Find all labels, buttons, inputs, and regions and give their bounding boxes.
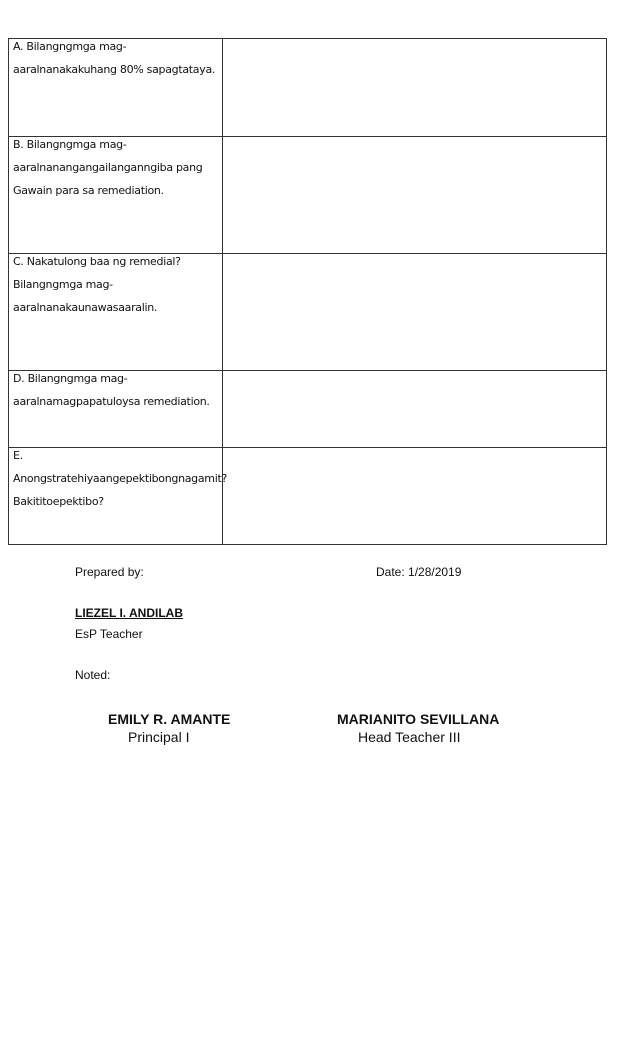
date-label: Date: 1/28/2019 bbox=[376, 565, 462, 579]
row-text: aaralnanangangailanganngiba pang bbox=[13, 161, 203, 174]
answer-cell[interactable] bbox=[223, 137, 606, 253]
table-row bbox=[9, 136, 606, 253]
row-label bbox=[9, 371, 223, 447]
signatory2-title: Head Teacher III bbox=[358, 729, 461, 745]
prepared-by-label: Prepared by: bbox=[75, 565, 144, 579]
row-label bbox=[9, 137, 223, 253]
answer-cell[interactable] bbox=[223, 448, 606, 544]
preparer-name: LIEZEL I. ANDILAB bbox=[75, 606, 183, 620]
preparer-title: EsP Teacher bbox=[75, 627, 143, 641]
row-text: C. Nakatulong baa ng remedial? bbox=[13, 255, 181, 268]
row-text: D. Bilangngmga mag- bbox=[13, 372, 128, 385]
row-text: E. bbox=[13, 449, 23, 462]
answer-cell[interactable] bbox=[223, 39, 606, 136]
row-text: Bakititoepektibo? bbox=[13, 495, 104, 508]
table-row bbox=[9, 253, 606, 370]
row-text: aaralnanakakuhang 80% sapagtataya. bbox=[13, 63, 216, 76]
row-label bbox=[9, 39, 223, 136]
table-row bbox=[9, 39, 606, 136]
row-text: B. Bilangngmga mag- bbox=[13, 138, 127, 151]
row-text: aaralnamagpapatuloysa remediation. bbox=[13, 395, 210, 408]
table-row bbox=[9, 447, 606, 544]
table-row bbox=[9, 370, 606, 447]
signatory1-name: EMILY R. AMANTE bbox=[108, 711, 231, 727]
row-text: Gawain para sa remediation. bbox=[13, 184, 164, 197]
signatory2-name: MARIANITO SEVILLANA bbox=[337, 711, 500, 727]
answer-cell[interactable] bbox=[223, 371, 606, 447]
noted-label: Noted: bbox=[75, 668, 111, 682]
remediation-table bbox=[8, 38, 607, 545]
row-text: aaralnanakaunawasaaralin. bbox=[13, 301, 158, 314]
answer-cell[interactable] bbox=[223, 254, 606, 370]
row-text: Bilangngmga mag- bbox=[13, 278, 113, 291]
row-label bbox=[9, 254, 223, 370]
signatory1-title: Principal I bbox=[128, 729, 190, 745]
row-text: Anongstratehiyaangepektibongnagamit? bbox=[13, 472, 228, 485]
row-label bbox=[9, 448, 228, 544]
row-text: A. Bilangngmga mag- bbox=[13, 40, 127, 53]
